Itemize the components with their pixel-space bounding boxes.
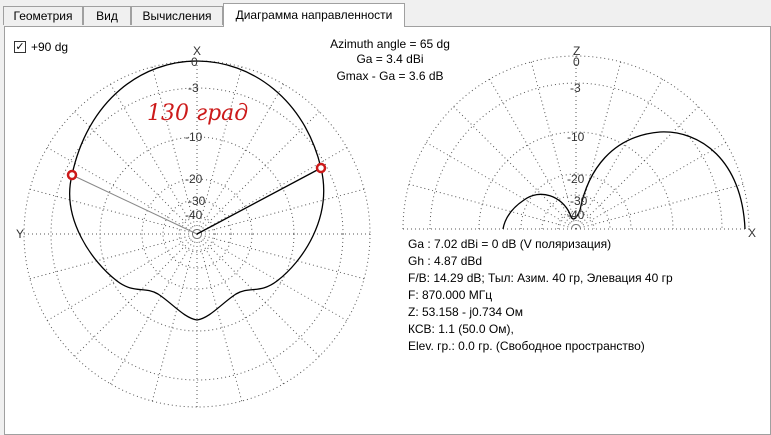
right-grid-spoke xyxy=(490,79,577,229)
right-tick-3: -3 xyxy=(570,81,581,95)
left-grid-spoke xyxy=(75,234,197,356)
left-tick-20: -20 xyxy=(185,172,203,186)
right-tick-20: -20 xyxy=(567,172,585,186)
right-grid-spoke xyxy=(454,107,576,229)
right-grid-spoke xyxy=(426,143,576,230)
right-grid-spoke xyxy=(576,143,726,230)
ga-text: Ga = 3.4 dBi xyxy=(356,52,424,66)
tab-geometry[interactable]: Геометрия xyxy=(3,6,83,25)
right-grid-spoke xyxy=(576,184,743,229)
beam-marker-left xyxy=(68,171,76,179)
info-line-impedance: Z: 53.158 - j0.734 Ом xyxy=(408,305,523,319)
info-line-vswr: КСВ: 1.1 (50.0 Ом), xyxy=(408,322,514,336)
tab-radiation-pattern[interactable]: Диаграмма направленности xyxy=(223,3,405,27)
left-grid-spoke xyxy=(197,234,319,356)
plus90-checkbox-label: +90 dg xyxy=(31,40,69,54)
right-axis-x-label: X xyxy=(748,226,757,240)
tab-calculations[interactable]: Вычисления xyxy=(131,6,223,25)
handwritten-annotation: 130 град xyxy=(147,101,249,126)
right-tick-10: -10 xyxy=(567,130,585,144)
beam-edge-left xyxy=(72,175,197,234)
right-tick-30: -30 xyxy=(570,194,588,208)
gmax-diff-text: Gmax - Ga = 3.6 dB xyxy=(336,69,444,83)
tab-view[interactable]: Вид xyxy=(83,6,131,25)
info-line-freq: F: 870.000 МГц xyxy=(408,288,493,302)
info-line-gh: Gh : 4.87 dBd xyxy=(408,254,483,268)
left-axis-x-label: X xyxy=(193,44,202,58)
left-tick-30: -30 xyxy=(188,194,206,208)
left-tick-40: -40 xyxy=(185,208,203,222)
right-grid-spoke xyxy=(576,79,663,229)
info-line-ga: Ga : 7.02 dBi = 0 dB (V поляризация) xyxy=(408,237,612,251)
plus90-checkbox[interactable]: ✓ xyxy=(15,41,25,53)
left-grid-spoke xyxy=(197,234,284,384)
left-grid-spoke xyxy=(111,234,198,384)
beam-marker-right xyxy=(317,164,325,172)
beam-edge-right xyxy=(197,168,321,234)
info-line-fb: F/B: 14.29 dB; Тыл: Азим. 40 гр, Элевация 40 гр xyxy=(408,271,673,285)
left-tick-3: -3 xyxy=(188,81,199,95)
left-tick-10: -10 xyxy=(185,130,203,144)
left-grid-spoke xyxy=(75,112,197,234)
left-tick-0: 0 xyxy=(191,55,198,69)
left-axis-y-label: Y xyxy=(16,227,25,241)
azimuth-angle-text: Azimuth angle = 65 dg xyxy=(330,37,450,51)
right-tick-0: 0 xyxy=(573,55,580,69)
left-grid-spoke xyxy=(197,112,319,234)
right-tick-40: -40 xyxy=(567,208,585,222)
azimuth-pattern-curve xyxy=(70,61,324,320)
left-grid-spoke xyxy=(30,189,197,234)
info-line-elevation: Elev. гр.: 0.0 гр. (Свободное пространство) xyxy=(408,339,645,353)
left-grid-spoke xyxy=(30,234,197,279)
right-axis-z-label: Z xyxy=(573,44,581,58)
right-grid-spoke xyxy=(576,107,698,229)
